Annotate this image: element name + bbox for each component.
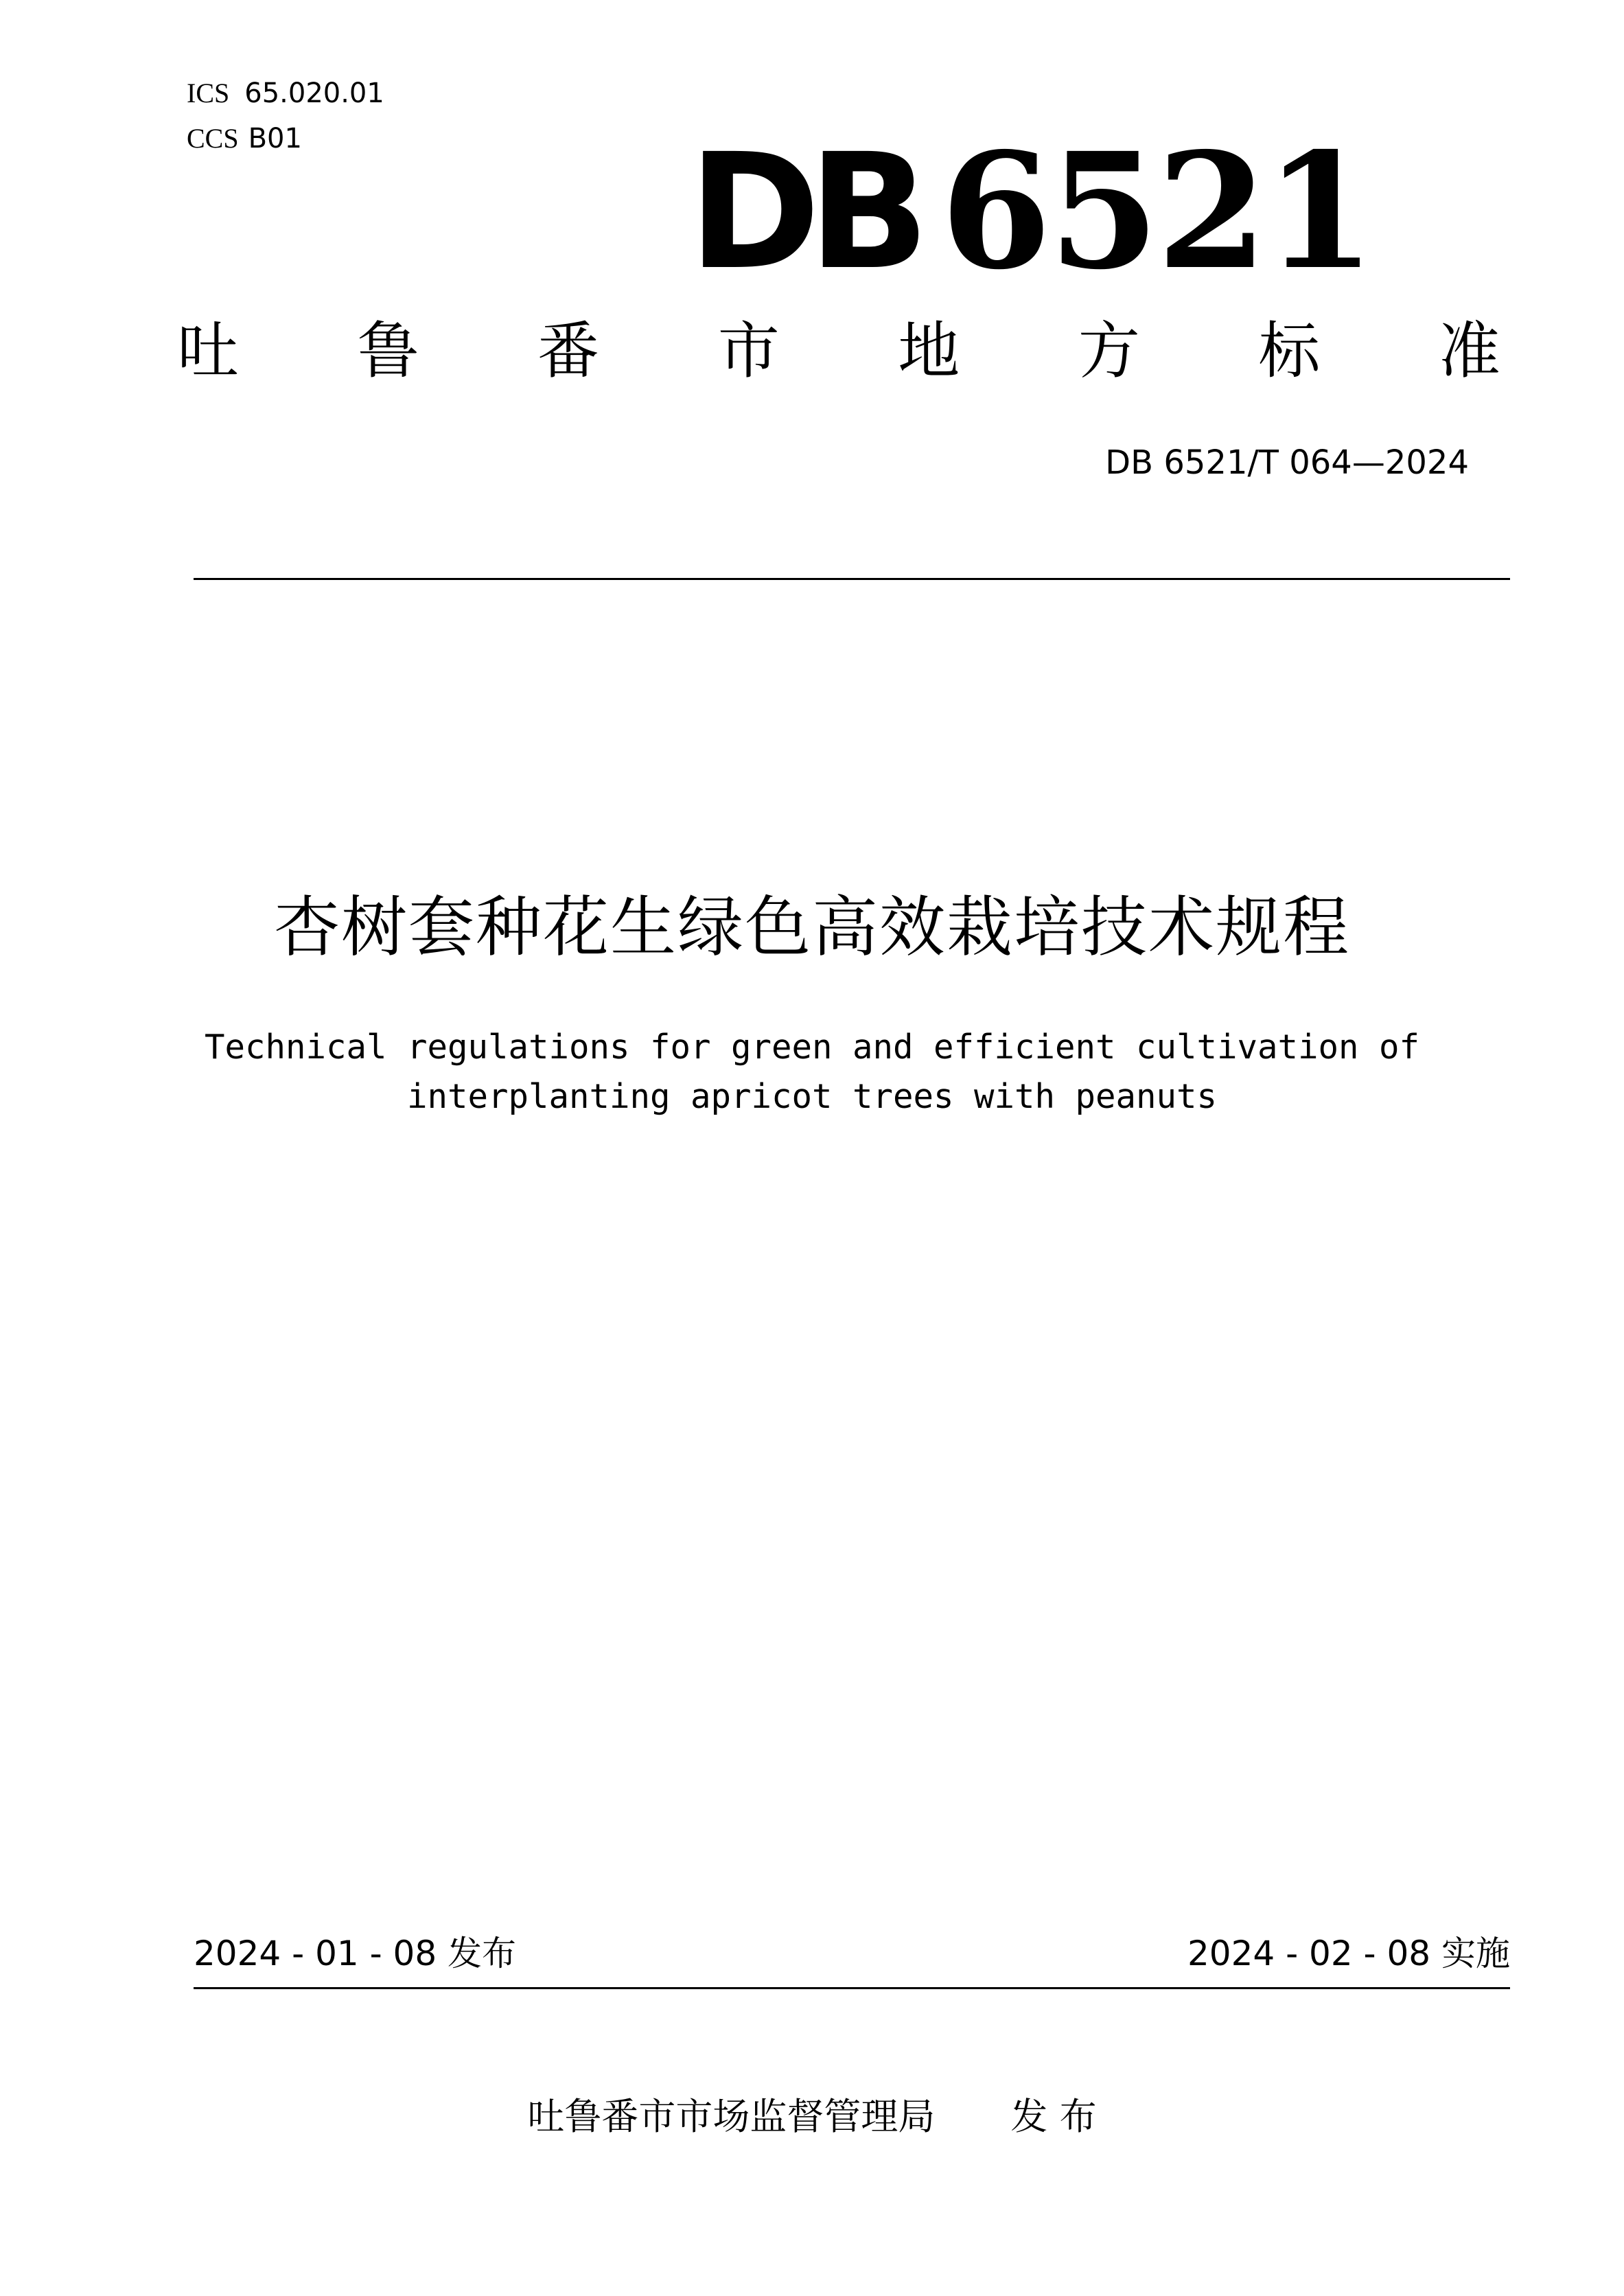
db-prefix: DB — [688, 119, 918, 305]
title-english-line: Technical regulations for green and efficient cultivation of — [204, 1028, 1420, 1067]
issuer-name: 吐鲁番市市场监督管理局 — [527, 2095, 936, 2138]
issuing-authority — [0, 2095, 1624, 2139]
ccs-classification — [187, 122, 302, 155]
db-region-code: 6521 — [940, 117, 1373, 305]
title-english — [0, 1023, 1624, 1122]
ics-label: ICS — [187, 78, 230, 108]
issuer-action: 发 布 — [1010, 2095, 1097, 2138]
category-char: 市 — [717, 315, 780, 387]
category-char: 方 — [1078, 315, 1140, 387]
ics-code: 65.020.01 — [244, 78, 384, 109]
standard-category-heading — [177, 317, 1500, 386]
title-english-line: interplanting apricot trees with peanuts — [406, 1077, 1218, 1116]
header-divider — [194, 578, 1510, 580]
implement-date: 2024 - 02 - 08 实施 — [1187, 1934, 1510, 1973]
category-char: 鲁 — [357, 315, 419, 387]
category-char: 地 — [898, 315, 960, 387]
category-char: 标 — [1258, 315, 1321, 387]
footer-divider — [194, 1987, 1510, 1989]
ccs-code: B01 — [248, 123, 302, 154]
ics-classification — [187, 77, 384, 110]
title-chinese: 杏树套种花生绿色高效栽培技术规程 — [274, 889, 1350, 966]
ccs-label: CCS — [187, 123, 239, 154]
category-char: 番 — [537, 315, 600, 387]
category-char: 吐 — [177, 315, 239, 387]
category-char: 准 — [1438, 315, 1500, 387]
standard-number: DB 6521/T 064—2024 — [1105, 443, 1469, 482]
publish-date: 2024 - 01 - 08 发布 — [194, 1934, 517, 1973]
db-standard-mark — [688, 117, 1373, 305]
